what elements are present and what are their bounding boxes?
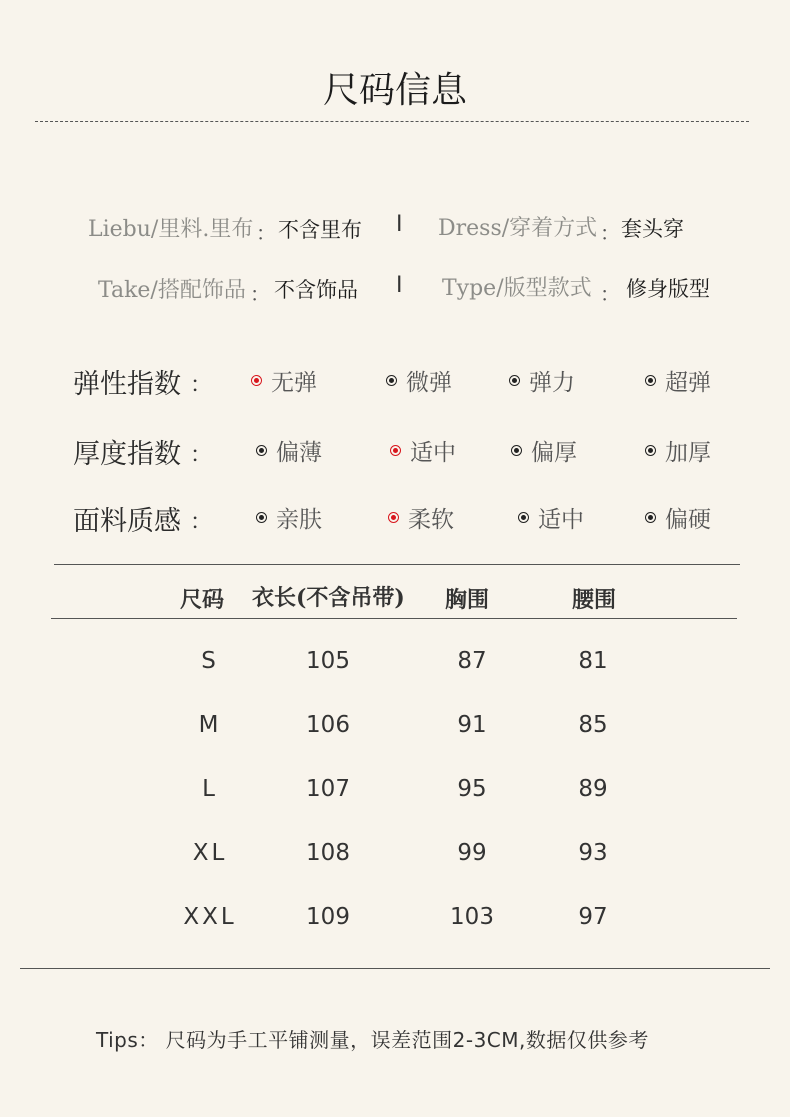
option-label: 偏薄 <box>276 440 322 466</box>
property-option <box>251 364 317 397</box>
radio-unselected-icon <box>518 512 529 523</box>
type-label: Type/版型款式 <box>442 276 592 301</box>
table-cell: 103 <box>450 904 494 930</box>
property-option <box>509 364 575 397</box>
property-option <box>386 364 452 397</box>
property-option <box>256 434 322 467</box>
property-colon: ： <box>190 373 213 398</box>
tips-note: Tips： 尺码为手工平铺测量，误差范围2-3CM,数据仅供参考 <box>96 1028 649 1052</box>
property-option <box>511 434 577 467</box>
radio-selected-icon <box>388 512 399 523</box>
info-separator: I <box>396 273 403 298</box>
option-label: 超弹 <box>665 370 711 396</box>
table-cell: 108 <box>306 840 350 866</box>
radio-unselected-icon <box>645 512 656 523</box>
radio-unselected-icon <box>645 445 656 456</box>
table-cell: 85 <box>578 712 608 738</box>
table-cell: 97 <box>578 904 608 930</box>
radio-unselected-icon <box>645 375 656 386</box>
table-cell: 91 <box>457 712 487 738</box>
property-option <box>256 501 322 534</box>
table-cell: 89 <box>578 776 608 802</box>
radio-unselected-icon <box>386 375 397 386</box>
option-label: 偏厚 <box>531 440 577 466</box>
property-colon: ： <box>190 443 213 468</box>
option-label: 弹力 <box>529 370 575 396</box>
type-value: 修身版型 <box>626 277 710 301</box>
property-option <box>518 501 584 534</box>
option-label: 无弹 <box>271 370 317 396</box>
radio-selected-icon <box>251 375 262 386</box>
lining-value: 不含里布 <box>278 218 362 242</box>
table-cell: XL <box>192 840 228 866</box>
type-colon: ： <box>600 282 620 306</box>
table-cell: 95 <box>457 776 487 802</box>
table-cell: 99 <box>457 840 487 866</box>
radio-unselected-icon <box>511 445 522 456</box>
table-cell: 87 <box>457 648 487 674</box>
accessory-label: Take/搭配饰品 <box>98 278 246 303</box>
lining-colon: ： <box>256 221 276 245</box>
dress-label: Dress/穿着方式 <box>438 216 598 241</box>
table-cell: L <box>202 776 218 802</box>
table-cell: XXL <box>183 904 237 930</box>
header-length: 衣长(不含吊带) <box>252 585 405 611</box>
property-name: 弹性指数 <box>73 369 181 400</box>
table-top-divider <box>54 564 740 565</box>
property-name: 厚度指数 <box>73 439 181 470</box>
option-label: 加厚 <box>665 440 711 466</box>
option-label: 适中 <box>538 507 584 533</box>
property-option <box>390 434 456 467</box>
radio-unselected-icon <box>509 375 520 386</box>
accessory-colon: ： <box>250 282 270 306</box>
property-colon: ： <box>190 510 213 535</box>
table-cell: 81 <box>578 648 608 674</box>
table-cell: 109 <box>306 904 350 930</box>
dashed-divider <box>35 121 749 122</box>
lining-label: Liebu/里料.里布 <box>88 217 254 242</box>
table-cell: 106 <box>306 712 350 738</box>
header-waist: 腰围 <box>572 587 617 613</box>
page-title: 尺码信息 <box>322 70 467 111</box>
table-bottom-divider <box>20 968 770 969</box>
property-name: 面料质感 <box>73 506 181 537</box>
header-size: 尺码 <box>180 587 225 613</box>
table-cell: M <box>198 712 222 738</box>
option-label: 亲肤 <box>276 507 322 533</box>
option-label: 适中 <box>410 440 456 466</box>
table-cell: 93 <box>578 840 608 866</box>
radio-unselected-icon <box>256 512 267 523</box>
property-option <box>645 434 711 467</box>
property-option <box>388 501 454 534</box>
option-label: 微弹 <box>406 370 452 396</box>
property-option <box>645 501 711 534</box>
dress-colon: ： <box>600 221 620 245</box>
option-label: 偏硬 <box>665 507 711 533</box>
radio-selected-icon <box>390 445 401 456</box>
table-header-divider <box>51 618 737 619</box>
radio-unselected-icon <box>256 445 267 456</box>
header-bust: 胸围 <box>445 587 490 613</box>
accessory-value: 不含饰品 <box>274 278 358 302</box>
table-cell: 105 <box>306 648 350 674</box>
dress-value: 套头穿 <box>621 217 684 241</box>
info-separator: I <box>396 212 403 237</box>
table-cell: S <box>201 648 219 674</box>
table-cell: 107 <box>306 776 350 802</box>
property-option <box>645 364 711 397</box>
option-label: 柔软 <box>408 507 454 533</box>
